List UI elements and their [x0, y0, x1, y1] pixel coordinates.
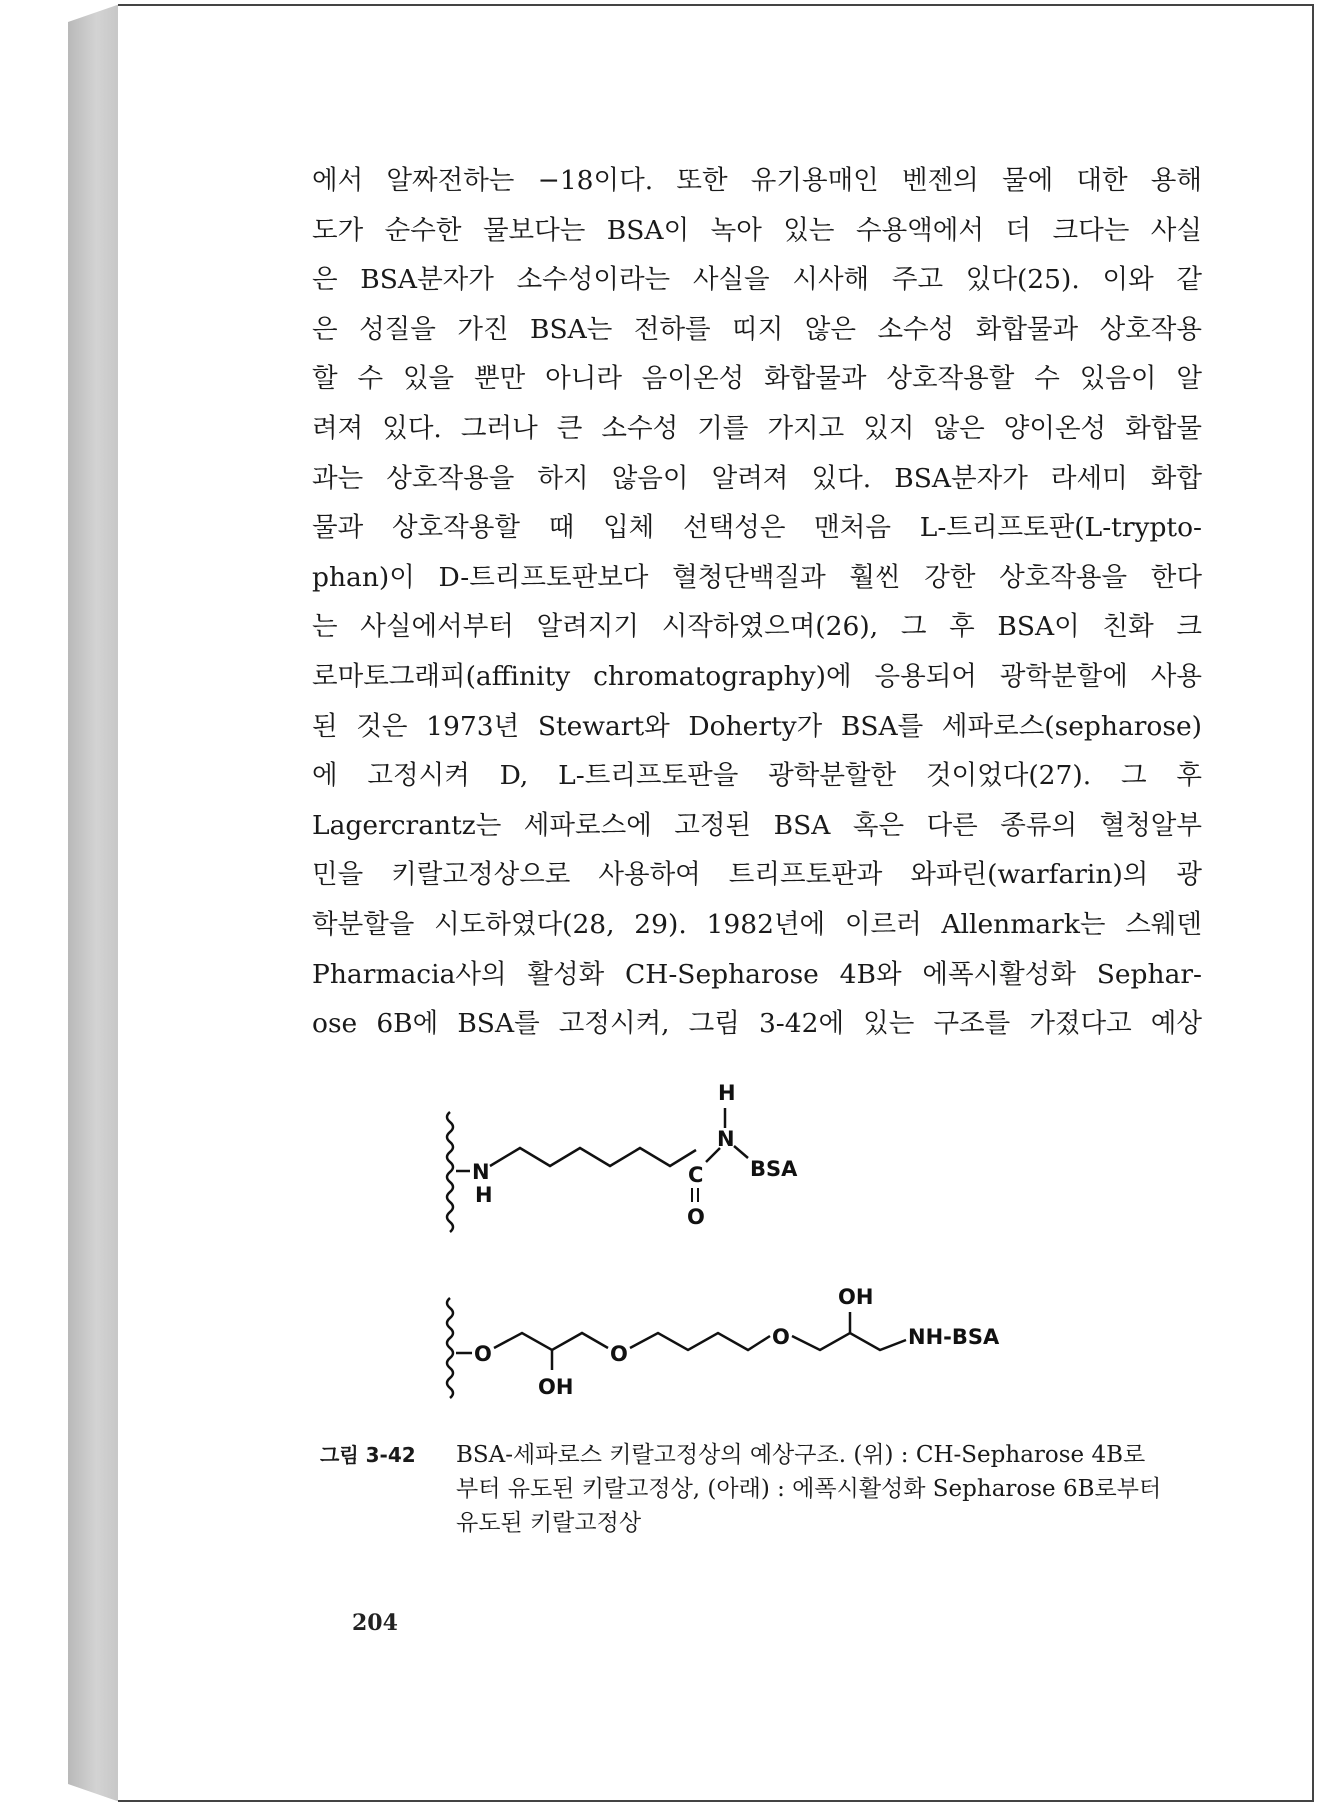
- book-spine: [68, 4, 120, 1802]
- glycerol-linker-left: [494, 1333, 608, 1350]
- caption-line: 부터 유도된 키랄고정상, (아래) : 에폭시활성화 Sepharose 6B로부터: [456, 1476, 1162, 1502]
- resin-wavy-line-bottom: [447, 1298, 453, 1398]
- text-line: 민을 키랄고정상으로 사용하여 트리프토판과 와파린(warfarin)의 광: [312, 859, 1202, 891]
- text-line: 할 수 있을 뿐만 아니라 음이온성 화합물과 상호작용할 수 있음이 알: [312, 363, 1202, 395]
- text-line: 학분할을 시도하였다(28, 29). 1982년에 이르러 Allenmark는 스웨덴: [312, 908, 1202, 940]
- nh-bsa-label: NH-BSA: [908, 1325, 1000, 1349]
- butyl-chain: [630, 1333, 770, 1350]
- atom-o: O: [610, 1342, 628, 1366]
- bsa-label: BSA: [750, 1157, 798, 1181]
- text-line: 려져 있다. 그러나 큰 소수성 기를 가지고 있지 않은 양이온성 화합물: [312, 412, 1202, 444]
- text-line: 된 것은 1973년 Stewart와 Doherty가 BSA를 세파로스(sepharose): [312, 710, 1202, 742]
- caption-body: [456, 1438, 1210, 1540]
- atom-h: H: [475, 1183, 493, 1207]
- text-line: 에서 알짜전하는 −18이다. 또한 유기용매인 벤젠의 물에 대한 용해: [312, 165, 1202, 196]
- text-line: 로마토그래피(affinity chromatography)에 응용되어 광학분할에 사용: [312, 660, 1202, 692]
- atom-o: O: [687, 1205, 705, 1229]
- page-number: 204: [352, 1610, 398, 1636]
- text-line: ose 6B에 BSA를 고정시켜, 그림 3-42에 있는 구조를 가졌다고 예상: [312, 1008, 1202, 1040]
- atom-o: O: [772, 1325, 790, 1349]
- caption-label: 그림 3-42: [320, 1443, 416, 1467]
- bottom-structure: [447, 1285, 1000, 1399]
- atom-oh: OH: [838, 1285, 874, 1309]
- text-line: 물과 상호작용할 때 입체 선택성은 맨처음 L-트리프토판(L-trypto-: [312, 512, 1202, 544]
- top-structure: [447, 1081, 798, 1232]
- chemical-structure-diagram: [430, 1078, 1090, 1418]
- text-line: 는 사실에서부터 알려지기 시작하였으며(26), 그 후 BSA이 친화 크: [312, 611, 1202, 643]
- text-line: 도가 순수한 물보다는 BSA이 녹아 있는 수용액에서 더 크다는 사실: [312, 214, 1202, 246]
- text-line: 은 성질을 가진 BSA는 전하를 띠지 않은 소수성 화합물과 상호작용: [312, 313, 1202, 345]
- glycerol-linker-right: [792, 1333, 906, 1350]
- body-text: [312, 156, 1202, 1049]
- atom-c: C: [688, 1163, 704, 1187]
- atom-n: N: [472, 1160, 490, 1184]
- text-line: 에 고정시켜 D, L-트리프토판을 광학분할한 것이었다(27). 그 후: [312, 760, 1202, 792]
- atom-o: O: [474, 1342, 492, 1366]
- resin-wavy-line-top: [447, 1112, 453, 1232]
- caption-line: 유도된 키랄고정상: [456, 1510, 642, 1536]
- figure-structures: [430, 1078, 1090, 1418]
- atom-n: N: [717, 1127, 735, 1151]
- caption-line: BSA-세파로스 키랄고정상의 예상구조. (위) : CH-Sepharose 4B로: [456, 1442, 1146, 1468]
- atom-h: H: [718, 1081, 736, 1105]
- alkyl-chain: [490, 1148, 696, 1166]
- text-line: 과는 상호작용을 하지 않음이 알려져 있다. BSA분자가 라세미 화합: [312, 462, 1202, 494]
- text-line: Lagercrantz는 세파로스에 고정된 BSA 혹은 다른 종류의 혈청알부: [312, 809, 1202, 841]
- atom-oh: OH: [538, 1375, 574, 1399]
- text-line: 은 BSA분자가 소수성이라는 사실을 시사해 주고 있다(25). 이와 같: [312, 264, 1202, 296]
- text-line: Pharmacia사의 활성화 CH-Sepharose 4B와 에폭시활성화 Sephar-: [312, 958, 1202, 990]
- text-line: phan)이 D-트리프토판보다 혈청단백질과 훨씬 강한 상호작용을 한다: [312, 561, 1202, 593]
